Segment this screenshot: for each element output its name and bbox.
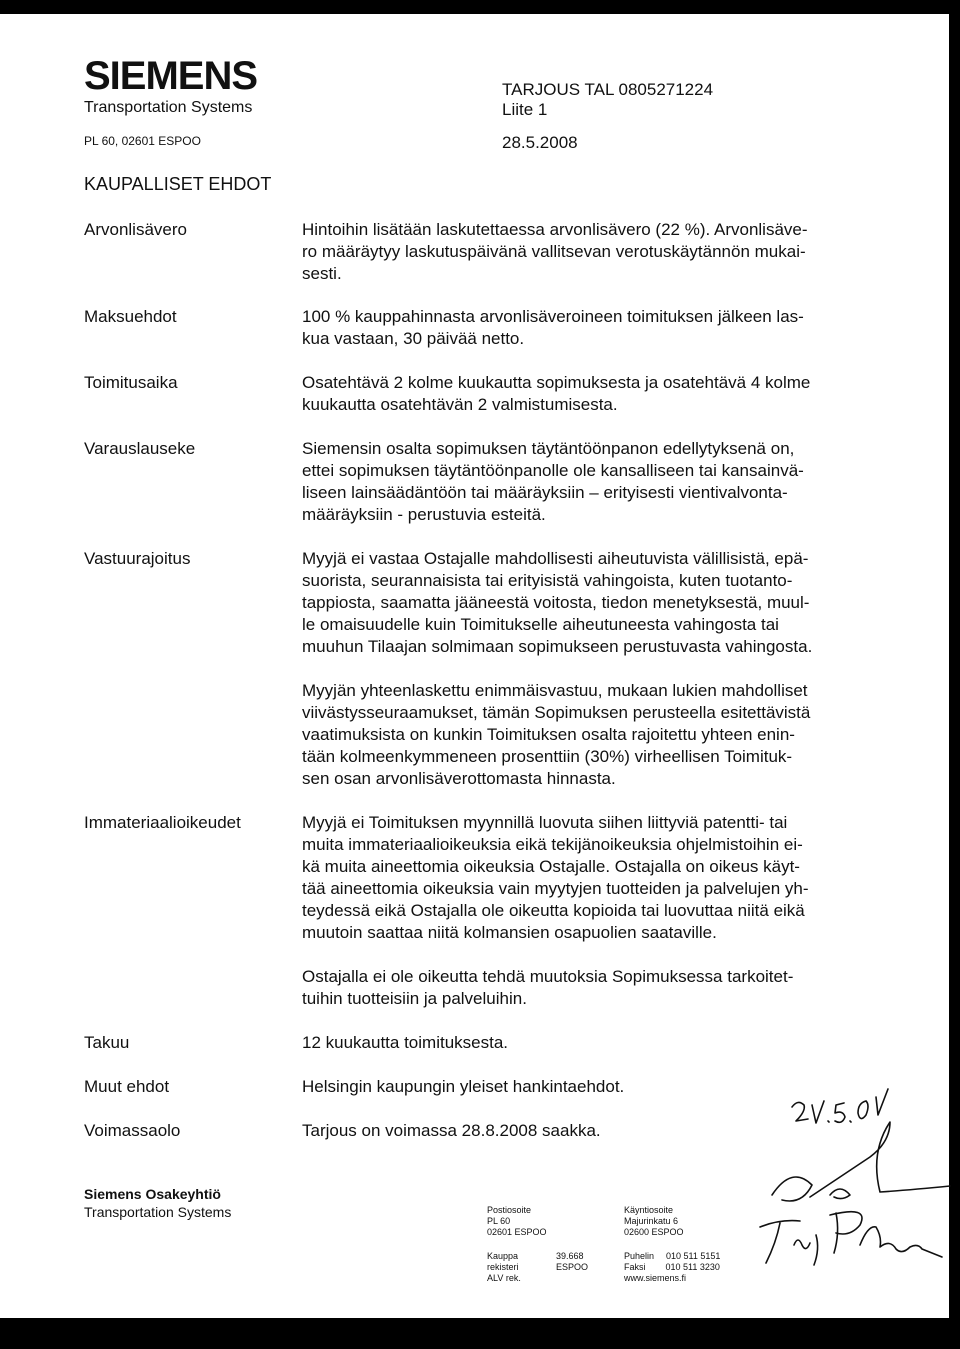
term-line: teydessä eikä Ostajalla ole oikeutta kopioida tai luovuttaa niitä eikä xyxy=(302,901,805,920)
sig-date-stroke xyxy=(876,1089,888,1115)
sig-date-stroke xyxy=(828,1121,829,1122)
register-label: Kauppa xyxy=(487,1251,519,1261)
register-label: ALV rek. xyxy=(487,1273,521,1283)
siemens-logo: SIEMENS xyxy=(84,54,258,98)
term-text xyxy=(302,438,887,526)
term-line: tää aineettomia oikeuksia vain myytyjen tuotteiden ja palvelujen yh- xyxy=(302,879,809,898)
term-label: Maksuehdot xyxy=(84,307,177,326)
term-text xyxy=(302,372,887,416)
term-label: Voimassaolo xyxy=(84,1121,181,1140)
register-values xyxy=(556,1251,588,1273)
term-label: Arvonlisävero xyxy=(84,220,187,239)
term-text xyxy=(302,1032,887,1054)
term-line: Hintoihin lisätään laskutettaessa arvonlisävero (22 %). Arvonlisäve- xyxy=(302,220,808,239)
term-text xyxy=(302,219,887,285)
fax-number: 010 511 3230 xyxy=(665,1262,720,1272)
term-line: tappiosta, saamatta jääneestä voitosta, tiedon menetyksestä, muul- xyxy=(302,593,810,612)
term-line: viivästysseuraamukset, tämän Sopimuksen perusteella esitettävistä xyxy=(302,703,811,722)
sig-stroke xyxy=(830,1189,850,1199)
term-line: kua vastaan, 30 päivää netto. xyxy=(302,329,525,348)
sig-stroke xyxy=(794,1240,810,1249)
term-line: suorista, seurannaisista tai erityisistä vahingoista, kuten tuotanto- xyxy=(302,571,793,590)
term-line: liseen lainsäädäntöön tai määräyksiin – erityisesti vientivalvonta- xyxy=(302,483,788,502)
term-line: Helsingin kaupungin yleiset hankintaehdot. xyxy=(302,1077,625,1096)
offer-number: TARJOUS TAL 0805271224 xyxy=(502,80,714,99)
contact-info xyxy=(624,1251,720,1284)
term-line: vaatimuksista on kunkin Toimituksen osalta rajoitettu yhteen enin- xyxy=(302,725,795,744)
visiting-label: Käyntiosoite xyxy=(624,1205,674,1215)
term-line: 12 kuukautta toimituksesta. xyxy=(302,1033,509,1052)
company-division: Transportation Systems xyxy=(84,1204,232,1220)
scan-border-top xyxy=(0,0,960,14)
term-line: tuihin tuotteisiin ja palveluihin. xyxy=(302,989,527,1008)
document-date: 28.5.2008 xyxy=(502,133,578,152)
sig-stroke xyxy=(772,1177,812,1201)
term-line: Myyjän yhteenlaskettu enimmäisvastuu, mukaan lukien mahdolliset xyxy=(302,681,808,700)
company-name: Siemens Osakeyhtiö xyxy=(84,1186,221,1202)
term-line: tään kolmeenkymmeneen prosenttiin (30%) virheellisen Toimituk- xyxy=(302,747,793,766)
term-label: Muut ehdot xyxy=(84,1077,170,1096)
term-text xyxy=(302,680,887,790)
visiting-address xyxy=(624,1205,684,1238)
term-text xyxy=(302,966,887,1010)
term-text xyxy=(302,548,887,658)
logo-division: Transportation Systems xyxy=(84,99,253,116)
sig-stroke xyxy=(814,1235,818,1265)
postal-line: PL 60 xyxy=(487,1216,511,1226)
term-label: Takuu xyxy=(84,1033,130,1052)
term-label: Vastuurajoitus xyxy=(84,549,191,568)
sig-stroke xyxy=(860,1227,942,1257)
document-title: KAUPALLISET EHDOT xyxy=(84,174,272,194)
term-line: ettei sopimuksen täytäntöönpanolle ole kansalliseen tai kansainvä- xyxy=(302,461,804,480)
term-line: 100 % kauppahinnasta arvonlisäveroineen toimituksen jälkeen las- xyxy=(302,307,804,326)
postal-line: 02601 ESPOO xyxy=(487,1227,547,1237)
term-line: Myyjä ei vastaa Ostajalle mahdollisesti aiheutuvista välillisistä, epä- xyxy=(302,549,809,568)
sig-stroke xyxy=(830,1212,862,1253)
register-number: 39.668 xyxy=(556,1251,584,1261)
term-line: Osatehtävä 2 kolme kuukautta sopimuksesta ja osatehtävä 4 kolme xyxy=(302,373,811,392)
footer-company xyxy=(84,1185,231,1221)
sig-stroke xyxy=(810,1122,950,1197)
sig-stroke xyxy=(760,1221,800,1263)
term-line: muutoin saattaa niitä kolmansien osapuolien saataville. xyxy=(302,923,717,942)
term-line: sen osan arvonlisäverottomasta hinnasta. xyxy=(302,769,616,788)
term-line: Tarjous on voimassa 28.8.2008 saakka. xyxy=(302,1121,601,1140)
term-text xyxy=(302,306,887,350)
sig-date-stroke xyxy=(812,1101,824,1123)
fax-label: Faksi xyxy=(624,1262,646,1272)
term-line: Siemensin osalta sopimuksen täytäntöönpanon edellytyksenä on, xyxy=(302,439,795,458)
term-text xyxy=(302,812,887,944)
sig-date-stroke xyxy=(792,1102,808,1121)
appendix-label: Liite 1 xyxy=(502,100,548,119)
term-line: Ostajalla ei ole oikeutta tehdä muutoksia Sopimuksessa tarkoitet- xyxy=(302,967,794,986)
website: www.siemens.fi xyxy=(624,1273,687,1283)
term-line: le omaisuudelle kuin Toimitukselle aiheutuneesta vahingosta tai xyxy=(302,615,779,634)
visiting-line: 02600 ESPOO xyxy=(624,1227,684,1237)
term-line: kuukautta osatehtävän 2 valmistumisesta. xyxy=(302,395,618,414)
phone-label: Puhelin xyxy=(624,1251,655,1261)
term-line: ro määräytyy laskutuspäivänä vallitsevan verotuskäytännön mukai- xyxy=(302,242,806,261)
term-label: Immateriaalioikeudet xyxy=(84,813,241,832)
register-labels xyxy=(487,1251,521,1284)
handwritten-signature xyxy=(750,1085,960,1300)
term-line: muita immateriaalioikeuksia eikä tekijänoikeuksia ohjelmistoihin ei- xyxy=(302,835,803,854)
postal-label: Postiosoite xyxy=(487,1205,532,1215)
sig-date-stroke xyxy=(850,1121,851,1122)
term-label: Toimitusaika xyxy=(84,373,178,392)
register-label: rekisteri xyxy=(487,1262,519,1272)
phone-number: 010 511 5151 xyxy=(666,1251,721,1261)
term-line: määräyksiin - perustuvia esteitä. xyxy=(302,505,546,524)
term-label: Varauslauseke xyxy=(84,439,196,458)
sender-address: PL 60, 02601 ESPOO xyxy=(84,134,201,148)
term-line: muuhun Tilaajan solmimaan sopimukseen perustuvasta vahingosta. xyxy=(302,637,813,656)
term-line: kä muita aineettomia oikeuksia Ostajalle. Ostajalla on oikeus käyt- xyxy=(302,857,800,876)
term-line: Myyjä ei Toimituksen myynnillä luovuta siihen liittyviä patentti- tai xyxy=(302,813,788,832)
scan-border-bottom xyxy=(0,1318,960,1349)
sig-date-stroke xyxy=(858,1101,868,1119)
postal-address xyxy=(487,1205,547,1238)
term-line: sesti. xyxy=(302,264,342,283)
register-city: ESPOO xyxy=(556,1262,589,1272)
visiting-line: Majurinkatu 6 xyxy=(624,1216,679,1226)
sig-date-stroke xyxy=(835,1103,845,1122)
